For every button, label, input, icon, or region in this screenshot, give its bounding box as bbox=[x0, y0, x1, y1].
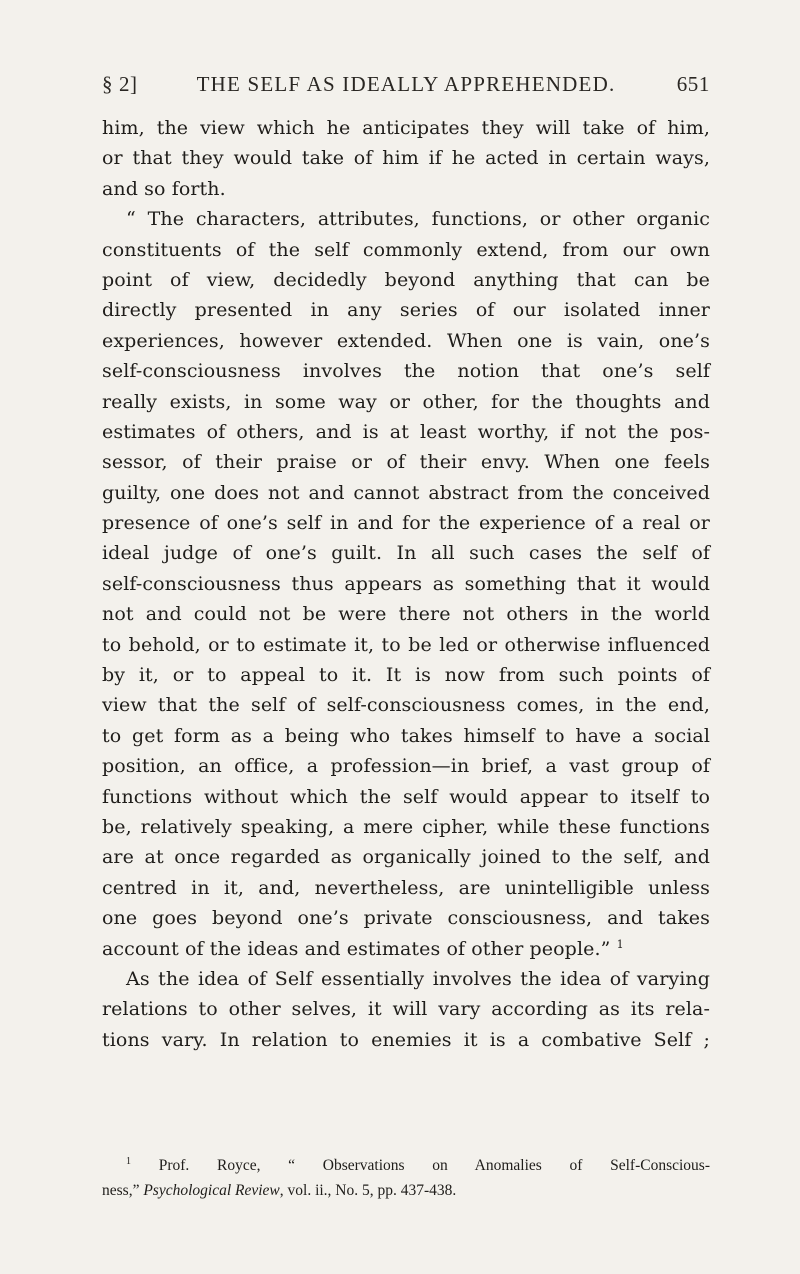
main-text bbox=[102, 113, 710, 1055]
text-line: be, relatively speaking, a mere cipher, while these functions bbox=[102, 815, 710, 838]
text-line: constituents of the self commonly extend, from our own bbox=[102, 238, 710, 261]
section-mark: § 2] bbox=[102, 72, 138, 96]
footnote-marker: 1 bbox=[126, 1156, 131, 1167]
text-line: guilty, one does not and cannot abstract from the conceived bbox=[102, 481, 710, 504]
text-line: position, an office, a profession—in brief, a vast group of bbox=[102, 755, 710, 778]
text-line: “ The characters, attributes, functions, or other organic bbox=[126, 208, 710, 231]
text-line: to get form as a being who takes himself to have a social bbox=[102, 724, 710, 747]
text-line: functions without which the self would appear to itself to bbox=[102, 785, 710, 808]
text-line: really exists, in some way or other, for the thoughts and bbox=[102, 390, 710, 413]
text-line: one goes beyond one’s private consciousness, and takes bbox=[102, 907, 710, 930]
footnote-line-start: ness,” bbox=[102, 1182, 140, 1199]
footnote-line-end: , vol. ii., No. 5, pp. 437-438. bbox=[279, 1182, 457, 1199]
text-line: ideal judge of one’s guilt. In all such cases the self of bbox=[102, 542, 710, 565]
text-line: are at once regarded as organically joined to the self, and bbox=[102, 846, 710, 869]
text-line: As the idea of Self essentially involves the idea of varying bbox=[126, 967, 710, 990]
text-line: sessor, of their praise or of their envy. When one feels bbox=[102, 451, 710, 474]
footnote-reference[interactable]: 1 bbox=[616, 937, 624, 951]
text-line: or that they would take of him if he acted in certain ways, bbox=[102, 147, 710, 170]
text-line: view that the self of self-consciousness comes, in the end, bbox=[102, 694, 710, 717]
text-line: experiences, however extended. When one is vain, one’s bbox=[102, 329, 710, 352]
text-line: tions vary. In relation to enemies it is a combative Self ; bbox=[102, 1028, 710, 1051]
text-line: directly presented in any series of our isolated inner bbox=[102, 299, 710, 322]
text-line: by it, or to appeal to it. It is now from such points of bbox=[102, 664, 710, 687]
text-line: self-consciousness involves the notion that one’s self bbox=[102, 360, 710, 383]
footnote-line bbox=[102, 1153, 710, 1178]
text-line: him, the view which he anticipates they will take of him, bbox=[102, 117, 710, 139]
footnote bbox=[102, 1153, 710, 1203]
text-line: and so forth. bbox=[102, 177, 226, 200]
text-line-content: account of the ideas and estimates of other people.” bbox=[102, 937, 611, 960]
text-line: relations to other selves, it will vary according as its rela- bbox=[102, 998, 710, 1021]
text-line: centred in it, and, nevertheless, are unintelligible unless bbox=[102, 876, 710, 899]
text-line: not and could not be were there not others in the world bbox=[102, 603, 710, 626]
running-head bbox=[102, 72, 710, 100]
text-line: self-consciousness thus appears as something that it would bbox=[102, 572, 710, 595]
footnote-line-text: Prof. Royce, “ Observations on Anomalies of Self-Conscious- bbox=[158, 1157, 710, 1174]
text-line: presence of one’s self in and for the experience of a real or bbox=[102, 512, 710, 535]
text-line bbox=[102, 934, 710, 964]
page-number: 651 bbox=[676, 72, 710, 96]
footnote-line bbox=[102, 1178, 710, 1203]
text-line: to behold, or to estimate it, to be led or otherwise influenced bbox=[102, 633, 710, 656]
text-line: point of view, decidedly beyond anything that can be bbox=[102, 268, 710, 291]
journal-title: Psychological Review bbox=[143, 1182, 280, 1199]
text-line: estimates of others, and is at least worthy, if not the pos- bbox=[102, 420, 710, 443]
chapter-title: THE SELF AS IDEALLY APPREHENDED. bbox=[196, 72, 616, 96]
